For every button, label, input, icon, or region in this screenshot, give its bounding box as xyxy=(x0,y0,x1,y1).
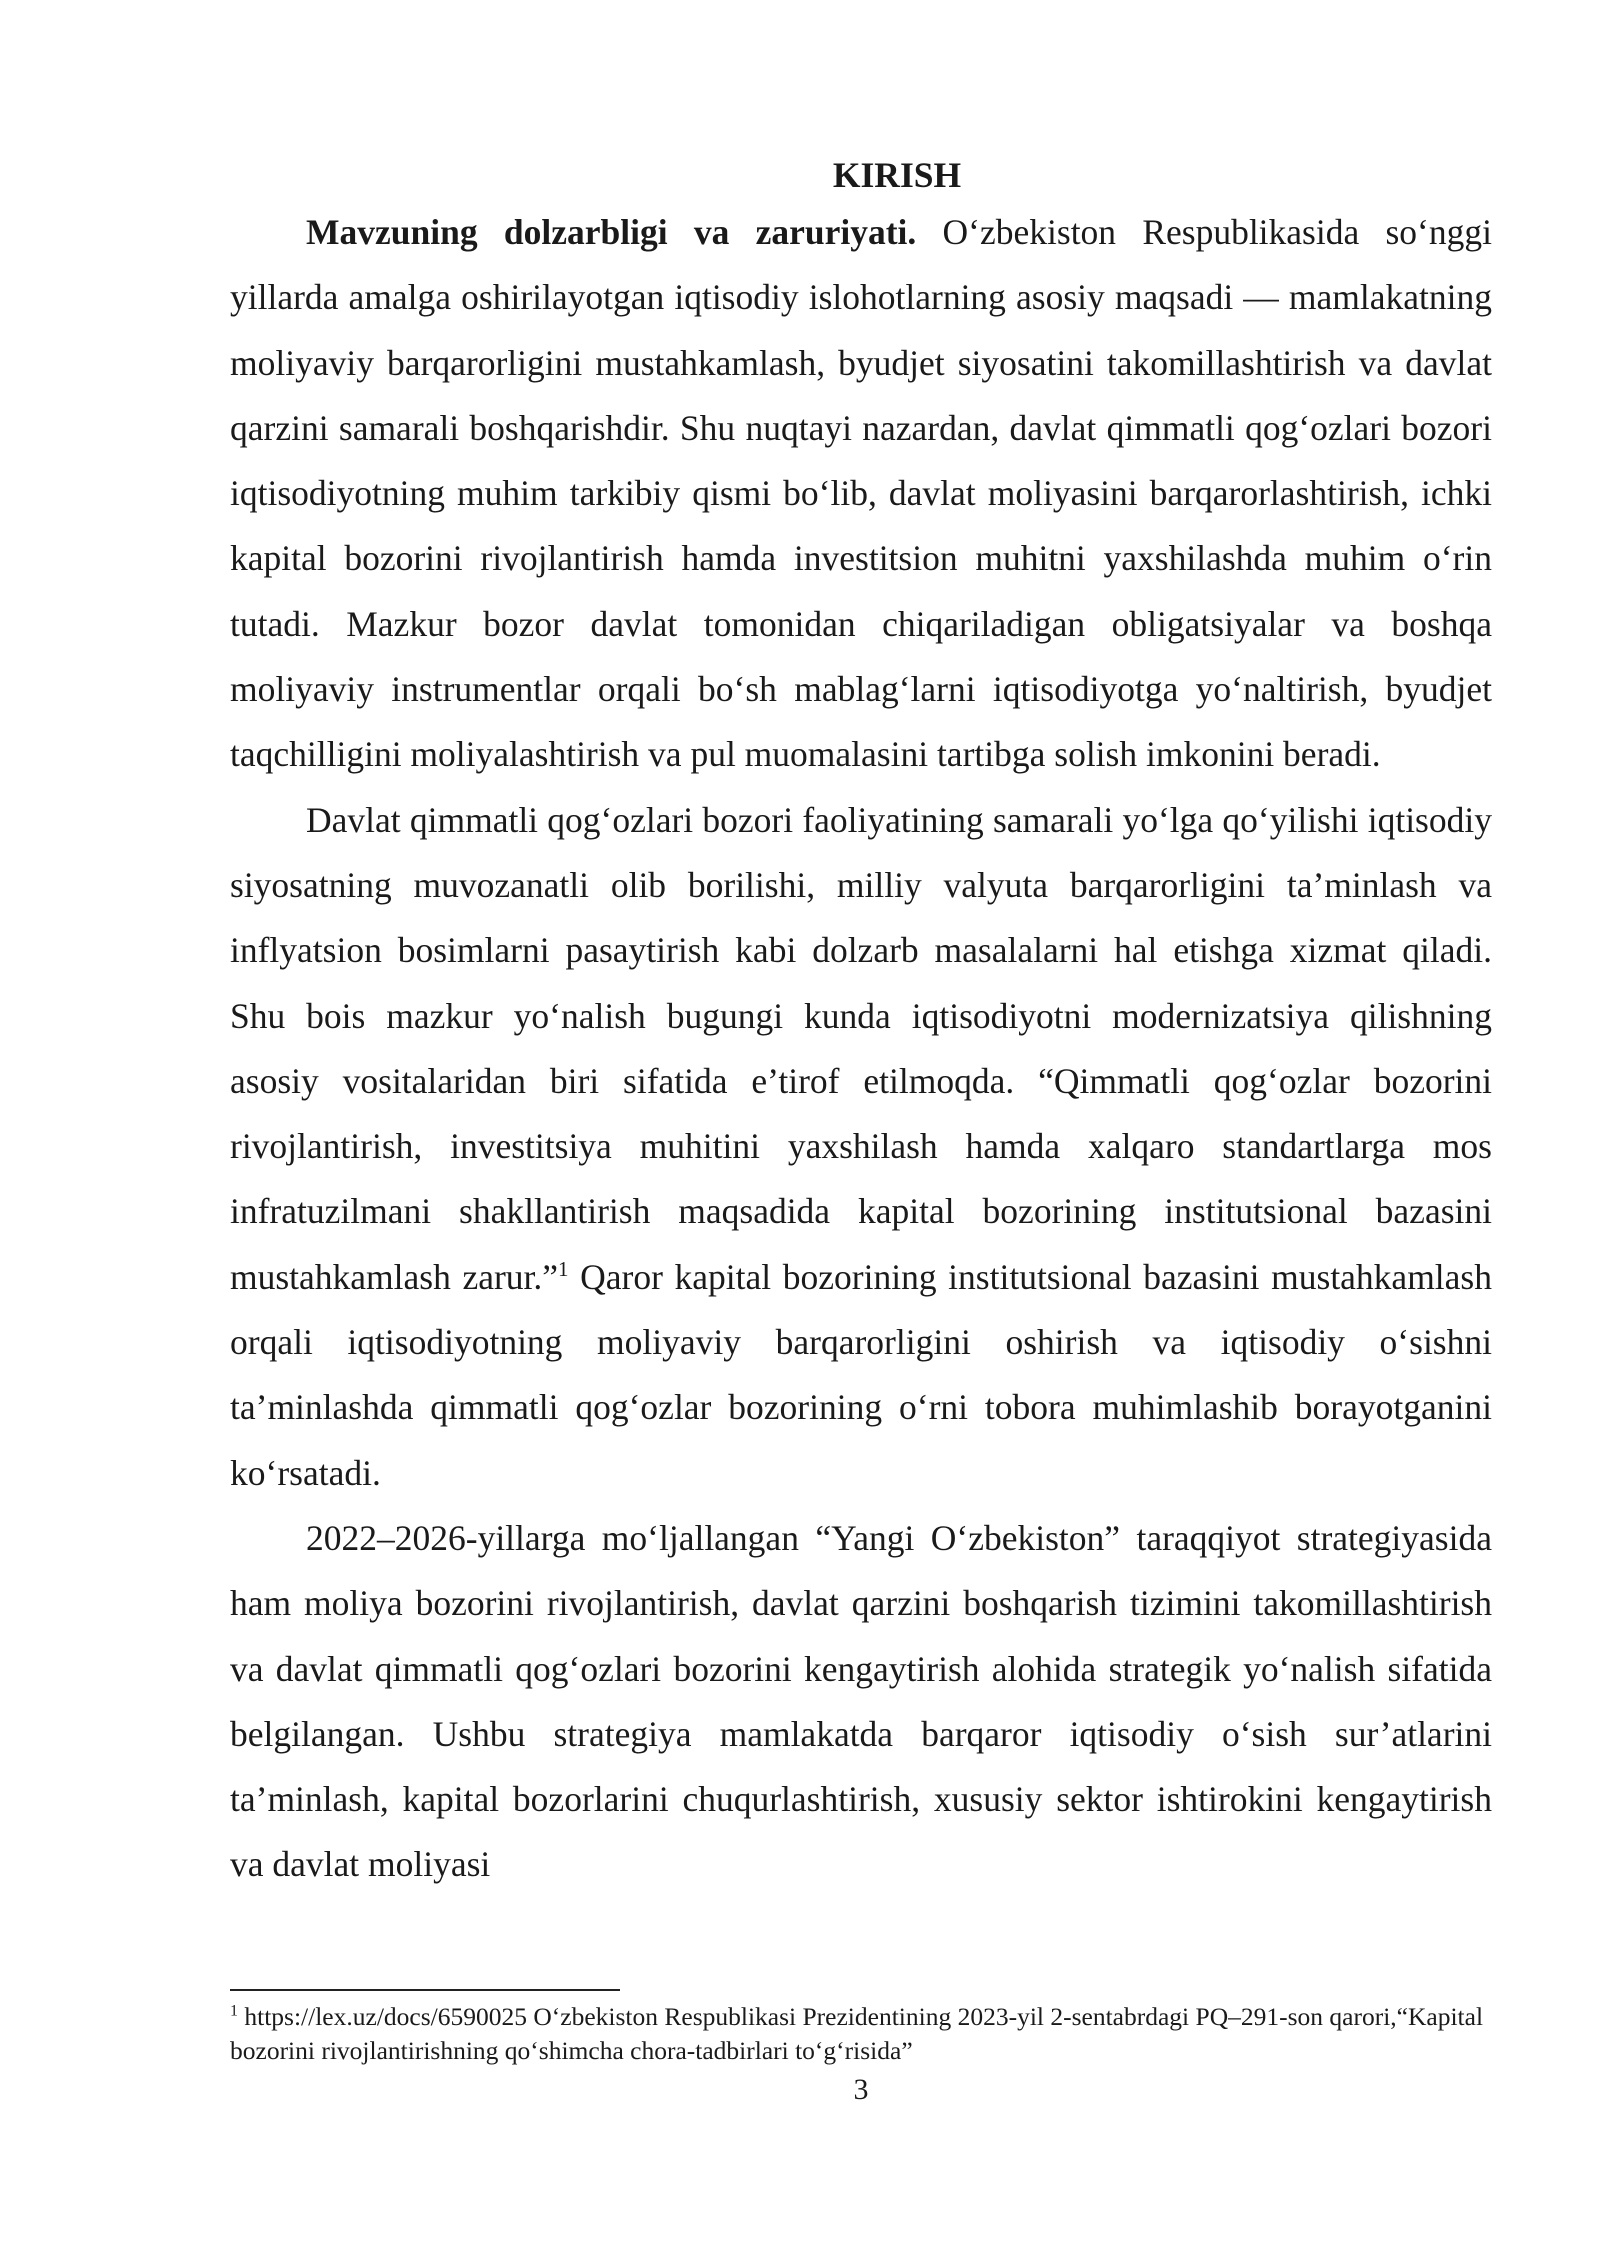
paragraph-1 xyxy=(230,200,1492,788)
footnote-separator xyxy=(230,1989,620,1991)
paragraph-2-text-before-ref: Davlat qimmatli qog‘ozlari bozori faoliyatining samarali yo‘lga qo‘yilishi iqtisodiy siyosatning muvozanatli olib borilishi, milliy valyuta barqarorligini ta’minlash va inflyatsion bosimlarni pasaytirish kabi dolzarb masalalarni hal etishga xizmat qiladi. Shu bois mazkur yo‘nalish bugungi kunda iqtisodiyotni modernizatsiya qilishning asosiy vositalaridan biri sifatida e’tirof etilmoqda. “Qimmatli qog‘ozlar bozorini rivojlantirish, investitsiya muhitini yaxshilash hamda xalqaro standartlarga mos infratuzilmani shakllantirish maqsadida kapital bozorining institutsional bazasini mustahkamlash zarur.” xyxy=(230,799,1492,1297)
paragraph-1-text: O‘zbekiston Respublikasida so‘nggi yillarda amalga oshirilayotgan iqtisodiy islohotlarning asosiy maqsadi — mamlakatning moliyaviy barqarorligini mustahkamlash, byudjet siyosatini takomillashtirish va davlat qarzini samarali boshqarishdir. Shu nuqtayi nazardan, davlat qimmatli qog‘ozlari bozori iqtisodiyotning muhim tarkibiy qismi bo‘lib, davlat moliyasini barqarorlashtirish, ichki kapital bozorini rivojlantirish hamda investitsion muhitni yaxshilashda muhim o‘rin tutadi. Mazkur bozor davlat tomonidan chiqariladigan obligatsiyalar va boshqa moliyaviy instrumentlar orqali bo‘sh mablag‘larni iqtisodiyotga yo‘naltirish, byudjet taqchilligini moliyalashtirish va pul muomalasini tartibga solish imkonini beradi. xyxy=(230,212,1492,775)
paragraph-3 xyxy=(230,1506,1492,1898)
section-heading: KIRISH xyxy=(832,155,962,195)
paragraph-2 xyxy=(230,788,1492,1506)
page-number: 3 xyxy=(853,2073,869,2106)
footnote xyxy=(230,2000,1492,2068)
document-page xyxy=(230,150,1492,1898)
paragraph-2-text-after-ref: Qaror kapital bozorining institutsional bazasini mustahkamlash orqali iqtisodiyotning moliyaviy barqarorligini oshirish va iqtisodiy o‘sishni ta’minlashda qimmatli qog‘ozlar bozorining o‘rni tobora muhimlashib borayotganini ko‘rsatadi. xyxy=(230,1256,1492,1493)
paragraph-lead: Mavzuning dolzarbligi va zaruriyati. xyxy=(306,212,917,252)
paragraph-3-text: 2022–2026-yillarga mo‘ljallangan “Yangi O‘zbekiston” taraqqiyot strategiyasida ham moliya bozorini rivojlantirish, davlat qarzini boshqarish tizimini takomillashtirish va davlat qimmatli qog‘ozlari bozorini kengaytirish alohida strategik yo‘nalish sifatida belgilangan. Ushbu strategiya mamlakatda barqaror iqtisodiy o‘sish sur’atlarini ta’minlash, kapital bozorlarini chuqurlashtirish, xususiy sektor ishtirokini kengaytirish va davlat moliyasi xyxy=(230,1517,1492,1885)
footnote-marker: 1 xyxy=(230,2002,238,2020)
footnote-reference: 1 xyxy=(558,1256,569,1281)
footnote-text: https://lex.uz/docs/6590025 O‘zbekiston Respublikasi Prezidentining 2023-yil 2-sentabrdagi PQ–291-son qarori,“Kapital bozorini rivojlantirishning qo‘shimcha chora-tadbirlari to‘g‘risida” xyxy=(230,2002,1484,2065)
